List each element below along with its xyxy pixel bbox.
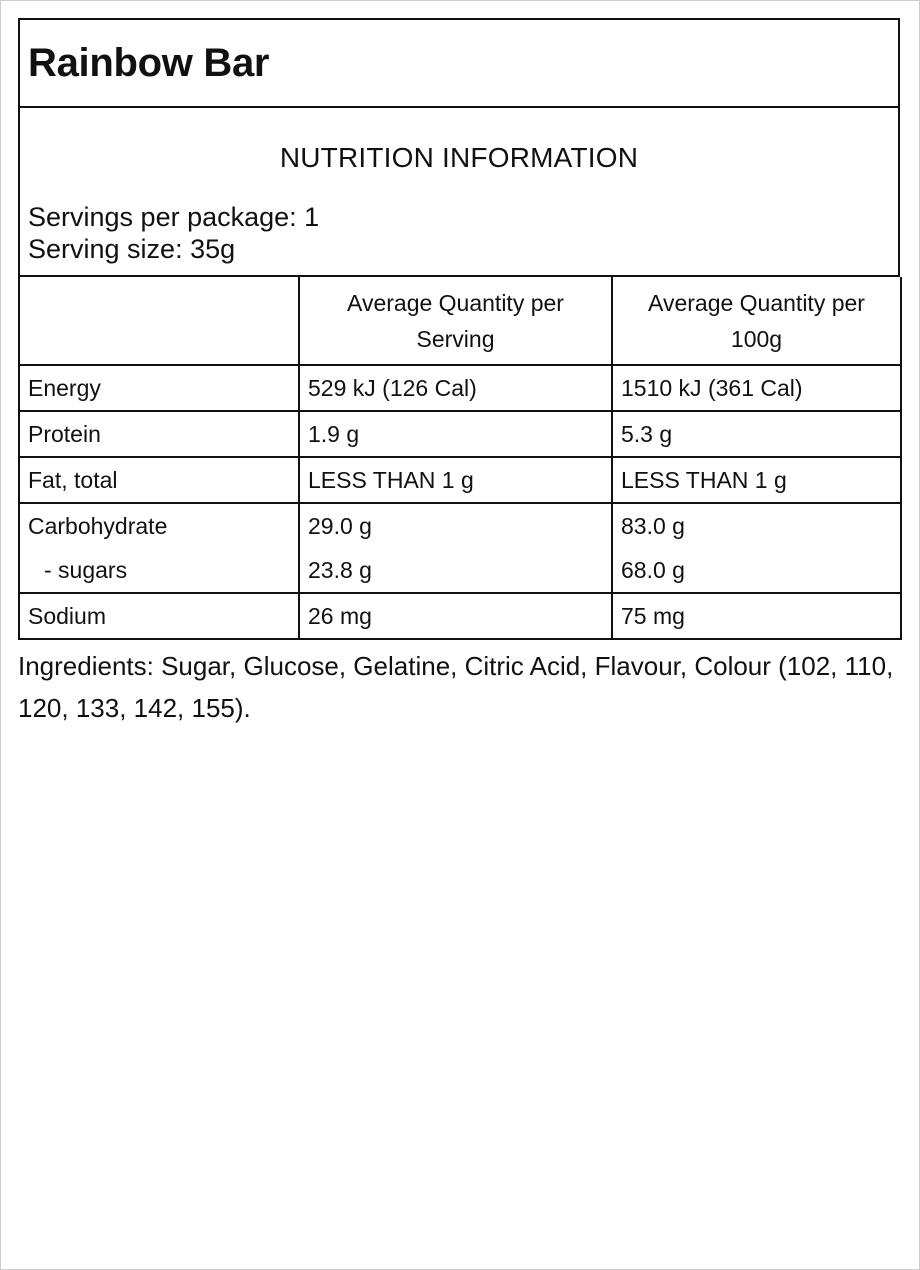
table-header-row: [19, 277, 901, 365]
row-label: Carbohydrate: [28, 513, 168, 539]
nutrition-heading: NUTRITION INFORMATION: [279, 142, 639, 173]
row-per-100g: 1510 kJ (361 Cal): [612, 365, 901, 411]
row-per-100g: 75 mg: [612, 593, 901, 639]
row-per-100g: 83.0 g: [621, 513, 685, 539]
row-per-serving: 26 mg: [299, 593, 612, 639]
row-per-serving: LESS THAN 1 g: [299, 457, 612, 503]
row-per-serving-group: [299, 503, 612, 593]
row-per-serving: 529 kJ (126 Cal): [299, 365, 612, 411]
row-per-100g: LESS THAN 1 g: [612, 457, 901, 503]
row-per-serving: 1.9 g: [299, 411, 612, 457]
nutrition-panel: [18, 18, 900, 640]
table-row: [19, 457, 901, 503]
header-cell-per-100g: Average Quantity per 100g: [612, 277, 901, 365]
row-sub-per-serving: 23.8 g: [308, 557, 372, 583]
row-label-group: [19, 503, 299, 593]
row-sub-per-100g: 68.0 g: [621, 557, 685, 583]
product-name: Rainbow Bar: [28, 40, 270, 85]
table-row: [19, 593, 901, 639]
header-cell-empty: [19, 277, 299, 365]
row-per-100g: 5.3 g: [612, 411, 901, 457]
header-cell-per-serving: Average Quantity per Serving: [299, 277, 612, 365]
row-per-100g-group: [612, 503, 901, 593]
row-label: Sodium: [19, 593, 299, 639]
row-label: Fat, total: [19, 457, 299, 503]
nutrition-table: [18, 277, 902, 640]
row-sub-label: - sugars: [44, 557, 128, 583]
ingredients-text: Ingredients: Sugar, Glucose, Gelatine, Citric Acid, Flavour, Colour (102, 110, 120, 133, 142, 155).: [18, 651, 894, 723]
table-row: [19, 411, 901, 457]
table-row: [19, 365, 901, 411]
row-per-serving: 29.0 g: [308, 513, 372, 539]
serving-size: Serving size: 35g: [28, 234, 236, 264]
servings-per-package: Servings per package: 1: [28, 202, 320, 232]
table-row: [19, 503, 901, 593]
title-box: [18, 18, 900, 108]
row-label: Energy: [19, 365, 299, 411]
row-label: Protein: [19, 411, 299, 457]
info-box: [18, 108, 900, 277]
